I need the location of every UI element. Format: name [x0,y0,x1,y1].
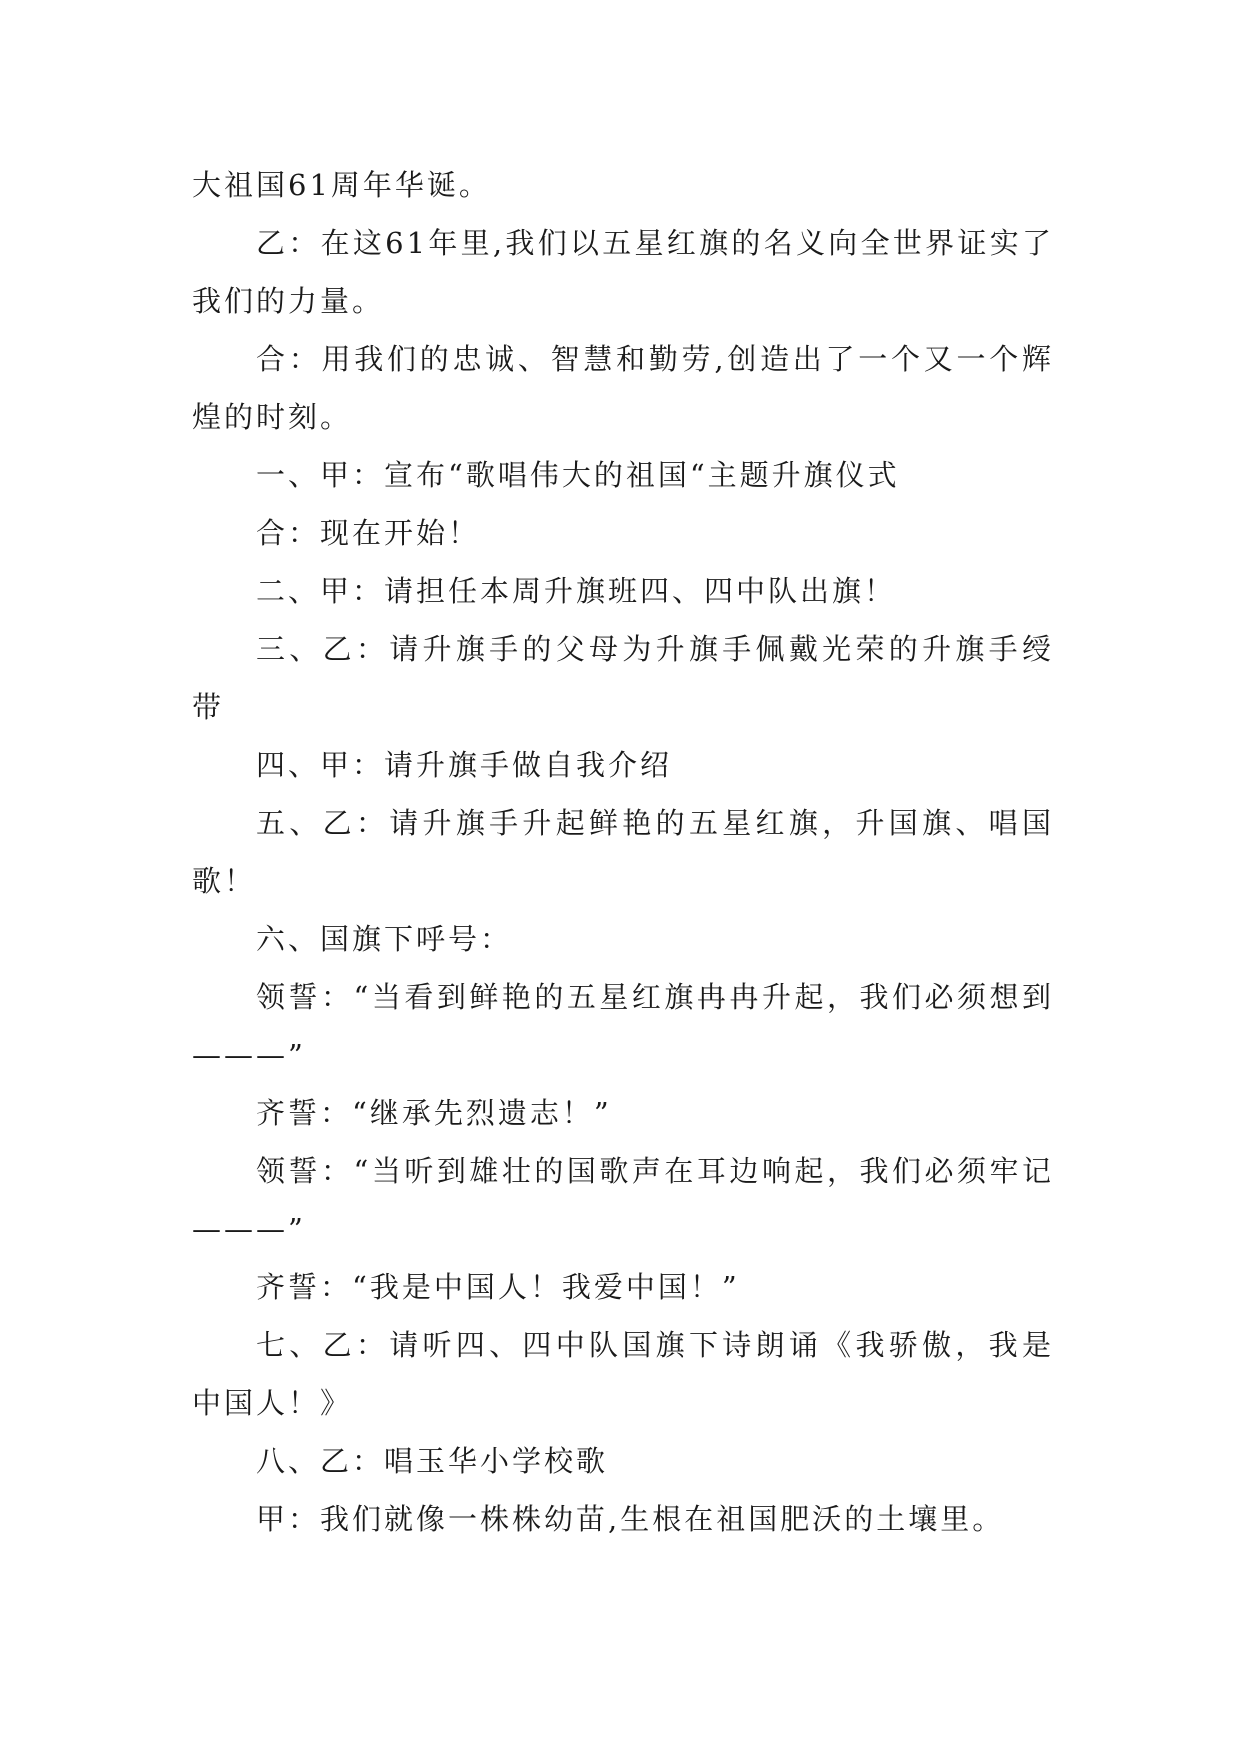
paragraph: 大祖国61周年华诞。 [192,168,491,202]
document-body [192,156,1054,1548]
paragraph: 甲：我们就像一株株幼苗,生根在祖国肥沃的土壤里。 [256,1502,1005,1536]
paragraph: 四、甲：请升旗手做自我介绍 [256,748,673,782]
paragraph: 八、乙：唱玉华小学校歌 [256,1444,609,1478]
paragraph: 合：现在开始！ [256,516,481,550]
paragraph: 齐誓：“继承先烈遗志！” [256,1096,612,1130]
paragraph: 三、乙：请升旗手的父母为升旗手佩戴光荣的升旗手绶带 [192,632,1054,724]
paragraph: 领誓：“当看到鲜艳的五星红旗冉冉升起，我们必须想到———” [192,980,1054,1072]
paragraph: 一、甲：宣布“歌唱伟大的祖国“主题升旗仪式 [256,458,900,492]
paragraph: 乙：在这61年里,我们以五星红旗的名义向全世界证实了我们的力量。 [192,226,1054,318]
paragraph: 齐誓：“我是中国人！我爱中国！” [256,1270,740,1304]
paragraph: 合：用我们的忠诚、智慧和勤劳,创造出了一个又一个辉煌的时刻。 [192,342,1054,434]
paragraph: 五、乙：请升旗手升起鲜艳的五星红旗，升国旗、唱国歌！ [192,806,1054,898]
paragraph: 六、国旗下呼号： [256,922,513,956]
paragraph: 领誓：“当听到雄壮的国歌声在耳边响起，我们必须牢记———” [192,1154,1054,1246]
paragraph: 二、甲：请担任本周升旗班四、四中队出旗！ [256,574,897,608]
paragraph: 七、乙：请听四、四中队国旗下诗朗诵《我骄傲，我是中国人！》 [192,1328,1054,1420]
